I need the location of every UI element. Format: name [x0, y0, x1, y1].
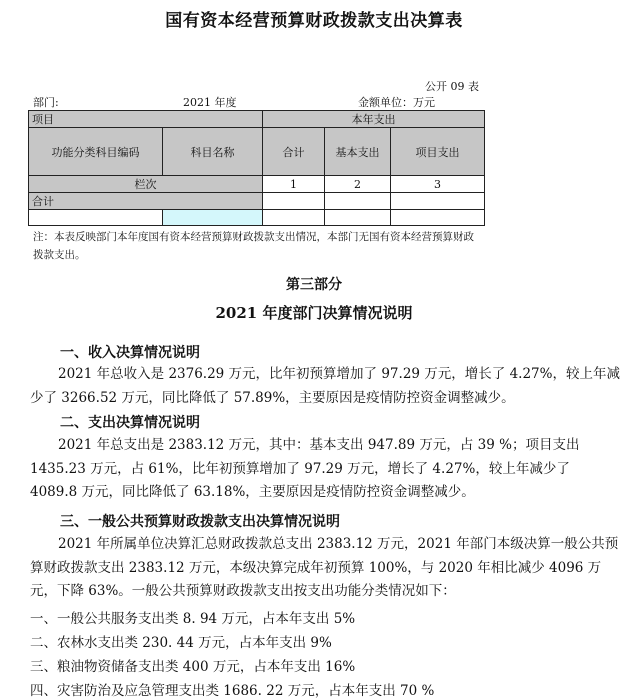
section-1-body: 2021 年总收入是 2376.29 万元，比年初预算增加了 97.29 万元，增长了 4.27%，较上年减少了 3266.52 万元，同比降低了 57.89%，主要原因是疫情防控资金调整减少。 — [30, 366, 620, 406]
index-3: 3 — [391, 176, 485, 193]
row-index-label: 栏次 — [29, 176, 263, 193]
section-3-body: 2021 年所属单位决算汇总财政拨款总支出 2383.12 万元，2021 年部门本级决算一般公共预算财政拨款支出 2383.12 万元，本级决算完成年初预算 100%，与 2020 年相比减少 4096 万元，下降 63%。一般公共预算财政拨款支出按支出功能分类情况如下： — [30, 536, 619, 599]
list-item: 一、一般公共服务支出类 8. 94 万元，占本年支出 5% — [30, 611, 356, 627]
section-1-heading: 一、收入决算情况说明 — [60, 345, 200, 361]
empty-basic-cell — [325, 210, 391, 226]
list-item: 四、灾害防治及应急管理支出类 1686. 22 万元，占本年支出 70 % — [30, 683, 435, 699]
index-2: 2 — [325, 176, 391, 193]
department-label: 部门: — [33, 96, 59, 109]
header-code: 功能分类科目编码 — [29, 128, 163, 176]
part-title: 2021 年度部门决算情况说明 — [215, 304, 413, 322]
empty-total-cell — [263, 210, 325, 226]
section-3-heading: 三、一般公共预算财政拨款支出决算情况说明 — [60, 514, 340, 530]
project-cell — [391, 193, 485, 210]
list-item: 三、粮油物资储备支出类 400 万元，占本年支出 16% — [30, 659, 356, 675]
header-project: 项目 — [29, 111, 263, 128]
header-total: 合计 — [263, 128, 325, 176]
table-total-row — [29, 193, 485, 210]
table-header-row — [29, 111, 485, 128]
header-year-expense: 本年支出 — [263, 111, 485, 128]
empty-code-cell — [29, 210, 163, 226]
header-name: 科目名称 — [163, 128, 263, 176]
page-title: 国有资本经营预算财政拨款支出决算表 — [165, 11, 463, 31]
header-basic: 基本支出 — [325, 128, 391, 176]
table-empty-row — [29, 210, 485, 226]
form-number: 公开 09 表 — [425, 80, 479, 93]
list-item: 二、农林水支出类 230. 44 万元，占本年支出 9% — [30, 635, 332, 651]
expenditure-table — [28, 110, 485, 226]
row-total-label: 合计 — [29, 193, 263, 210]
empty-project-cell — [391, 210, 485, 226]
table-note: 注：本表反映部门本年度国有资本经营预算财政拨款支出情况，本部门无国有资本经营预算财政拨款支出。 — [33, 231, 474, 261]
index-1: 1 — [263, 176, 325, 193]
basic-cell — [325, 193, 391, 210]
part-label: 第三部分 — [286, 277, 342, 293]
empty-name-cell — [163, 210, 263, 226]
table-index-row — [29, 176, 485, 193]
header-project-expense: 项目支出 — [391, 128, 485, 176]
year-label: 2021 年度 — [183, 96, 237, 109]
total-cell — [263, 193, 325, 210]
unit-label: 金额单位：万元 — [358, 96, 435, 109]
table-subheader-row — [29, 128, 485, 176]
section-2-heading: 二、支出决算情况说明 — [60, 415, 200, 431]
section-2-body: 2021 年总支出是 2383.12 万元，其中：基本支出 947.89 万元，占 39 %；项目支出 1435.23 万元，占 61%，比年初预算增加了 97.29 万元，增长了 4.27%，较上年减少了 4089.8 万元，同比降低了 63.18%，主要原因是疫情防控资金调整减少。 — [30, 437, 580, 500]
